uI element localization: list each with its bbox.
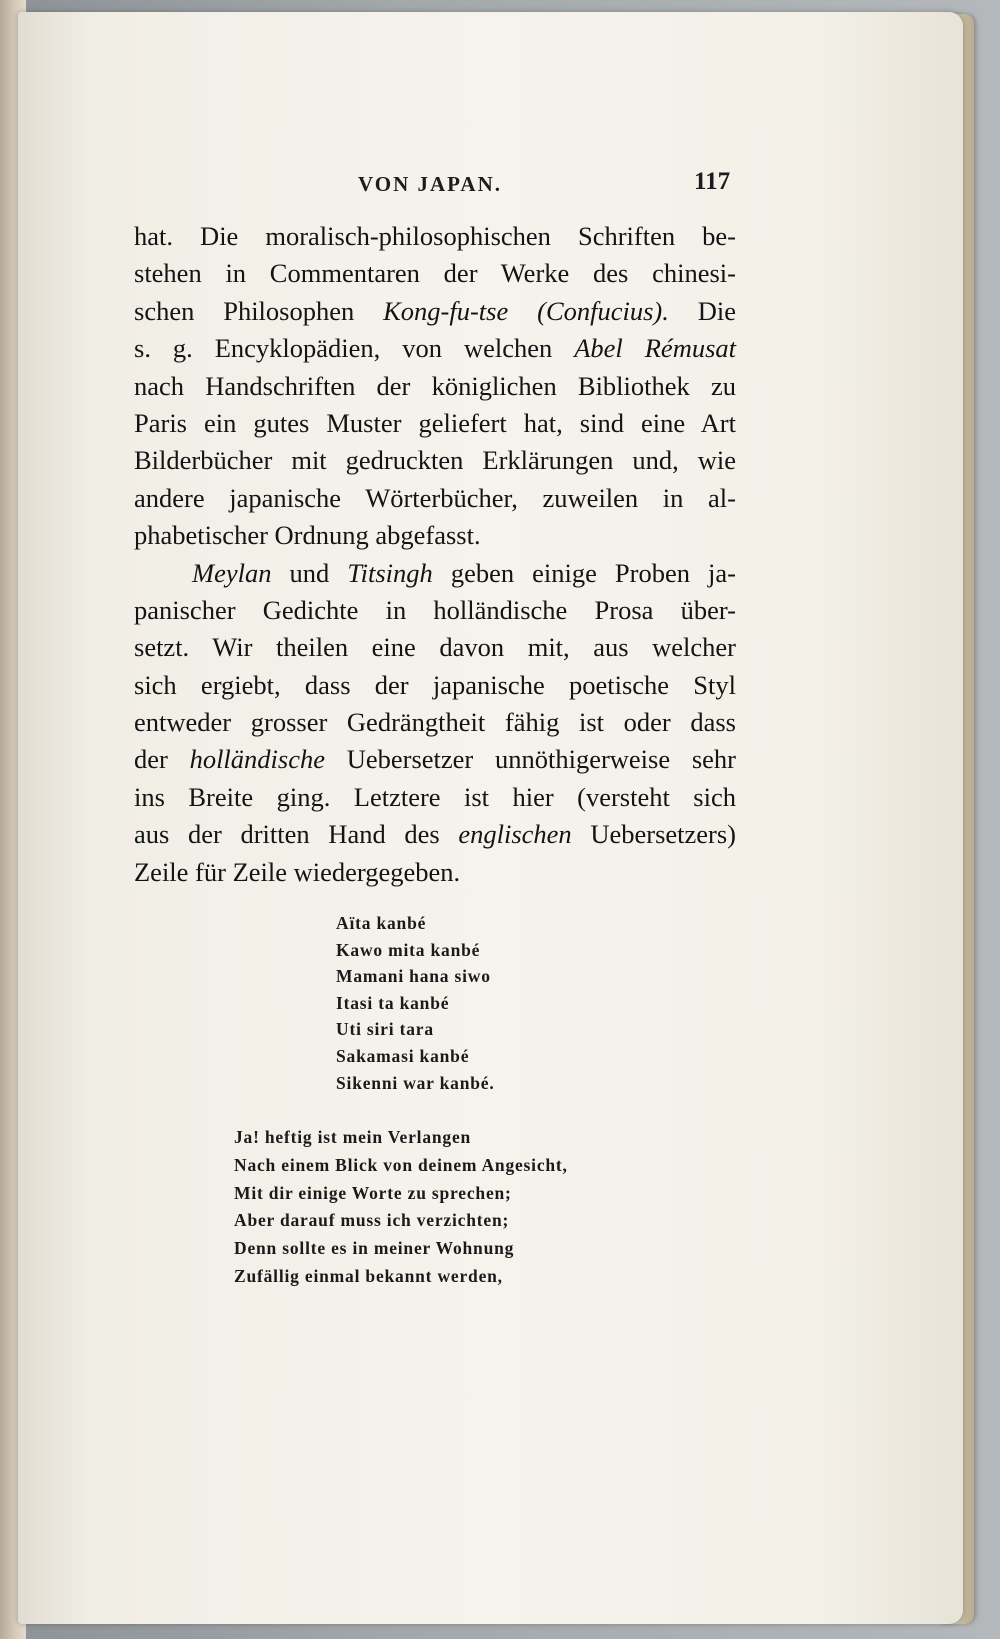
poem-line: Sikenni war kanbé. (336, 1072, 495, 1093)
text-segment: ins Breite ging. Letztere ist hier (versteht sich (134, 781, 736, 812)
italic-text: englischen (458, 819, 572, 850)
italic-text: Kong-fu-tse (Confucius). (383, 295, 669, 326)
text-line (134, 741, 736, 778)
poem-line: Sakamasi kanbé (336, 1045, 470, 1066)
text-segment: Uebersetzers) (571, 819, 736, 850)
text-line (134, 854, 736, 891)
translation-line: Aber darauf muss ich verzichten; (234, 1210, 510, 1231)
text-line (134, 779, 736, 816)
text-segment: aus der dritten Hand des (134, 819, 459, 850)
translation-line: Ja! heftig ist mein Verlangen (234, 1127, 472, 1147)
text-segment: panischer Gedichte in holländische Prosa über- (134, 594, 736, 625)
text-segment: entweder grosser Gedrängtheit fähig ist oder dass (134, 707, 736, 738)
text-segment: Zeile für Zeile wiedergegeben. (134, 856, 461, 887)
poem-line: Uti siri tara (336, 1019, 434, 1040)
text-line (134, 218, 736, 255)
text-segment: hat. Die moralisch-philosophischen Schriften be- (134, 221, 736, 251)
running-title: VON JAPAN. (358, 172, 503, 196)
text-segment: stehen in Commentaren der Werke des chinesi- (134, 258, 736, 289)
text-segment: Paris ein gutes Muster geliefert hat, sind eine Art (134, 407, 736, 438)
text-segment: sich ergiebt, dass der japanische poetische Styl (134, 669, 736, 700)
translation-line: Mit dir einige Worte zu sprechen; (234, 1182, 512, 1203)
text-line (134, 517, 736, 554)
text-line (134, 704, 736, 741)
text-line (134, 368, 736, 405)
text-segment: und (271, 557, 348, 588)
text-segment: andere japanische Wörterbücher, zuweilen in al- (134, 482, 736, 513)
text-segment: nach Handschriften der königlichen Bibliothek zu (134, 370, 736, 401)
poem-translation (234, 1124, 568, 1291)
italic-text: Titsingh (347, 557, 433, 588)
book-page (18, 12, 963, 1624)
text-line (134, 442, 736, 479)
text-line (134, 293, 736, 330)
poem-line: Mamani hana siwo (336, 966, 491, 987)
text-line (134, 629, 736, 666)
text-segment: s. g. Encyklopädien, von welchen (134, 333, 575, 364)
text-line (134, 592, 736, 629)
text-line (134, 330, 736, 367)
translation-line: Zufällig einmal bekannt werden, (234, 1265, 503, 1286)
body-text (134, 218, 736, 891)
poem-line: Kawo mita kanbé (336, 939, 481, 960)
text-segment: setzt. Wir theilen eine davon mit, aus welcher (134, 632, 736, 663)
italic-text: holländische (189, 744, 325, 775)
text-segment: phabetischer Ordnung abgefasst. (134, 520, 481, 551)
poem-line: Itasi ta kanbé (336, 992, 450, 1013)
text-segment: Bilderbücher mit gedruckten Erklärungen und, wie (134, 445, 736, 476)
translation-line: Denn sollte es in meiner Wohnung (234, 1238, 515, 1259)
italic-text: Abel Rémusat (574, 333, 737, 364)
text-line (134, 816, 736, 853)
text-segment: Uebersetzer unnöthigerweise sehr (325, 744, 736, 775)
text-segment: der (134, 744, 190, 775)
page-header (18, 168, 963, 202)
text-segment: schen Philosophen (134, 295, 384, 326)
text-line (134, 255, 736, 292)
poem-japanese (336, 910, 495, 1096)
text-segment: geben einige Proben ja- (432, 557, 737, 588)
translation-line: Nach einem Blick von deinem Angesicht, (234, 1154, 568, 1175)
poem-line: Aïta kanbé (336, 913, 427, 933)
text-line (134, 555, 736, 592)
page-number: 117 (694, 168, 731, 195)
text-segment: Die (668, 295, 737, 326)
italic-text: Meylan (192, 557, 272, 588)
text-line (134, 405, 736, 442)
text-line (134, 480, 736, 517)
text-line (134, 667, 736, 704)
